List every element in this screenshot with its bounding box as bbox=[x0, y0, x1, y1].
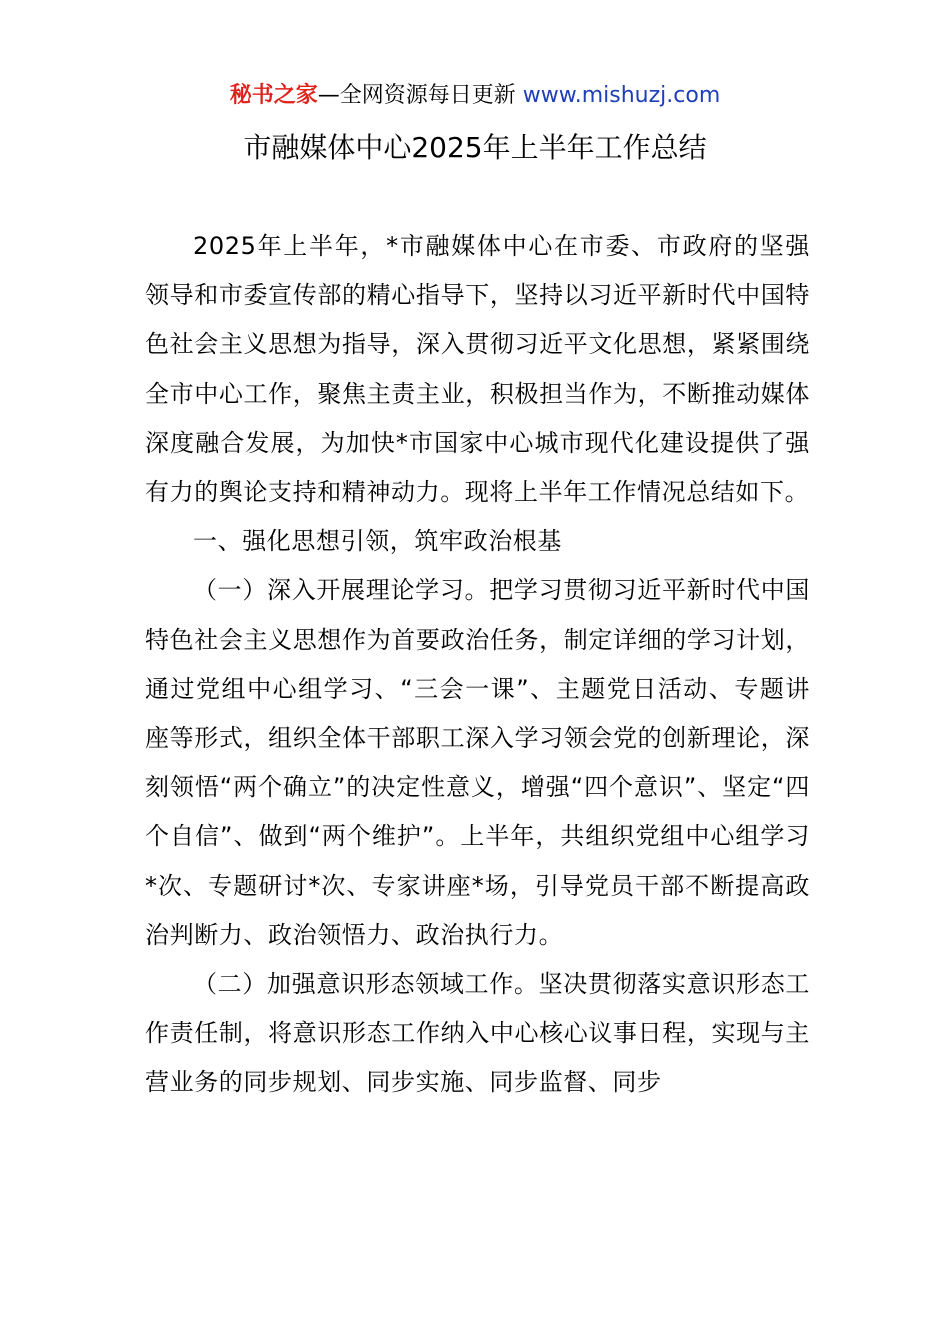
subsection-1-paragraph: （一）深入开展理论学习。把学习贯彻习近平新时代中国特色社会主义思想作为首要政治任务，制定详细的学习计划，通过党组中心组学习、“三会一课”、主题党日活动、专题讲座等形式，组织全体干部职工深入学习领会党的创新理论，深刻领悟“两个确立”的决定性意义，增强“四个意识”、坚定“四个自信”、做到“两个维护”。上半年，共组织党组中心组学习*次、专题研讨*次、专家讲座*场，引导党员干部不断提高政治判断力、政治领悟力、政治执行力。 bbox=[145, 576, 810, 949]
site-header bbox=[0, 80, 950, 112]
intro-paragraph: 2025年上半年，*市融媒体中心在市委、市政府的坚强领导和市委宣传部的精心指导下，坚持以习近平新时代中国特色社会主义思想为指导，深入贯彻习近平文化思想，紧紧围绕全市中心工作，聚焦主责主业，积极担当作为，不断推动媒体深度融合发展，为加快*市国家中心城市现代化建设提供了强有力的舆论支持和精神动力。现将上半年工作情况总结如下。 bbox=[145, 232, 810, 507]
document-body bbox=[145, 222, 810, 1108]
document-title: 市融媒体中心2025年上半年工作总结 bbox=[243, 131, 707, 164]
subsection-2-paragraph: （二）加强意识形态领域工作。坚决贯彻落实意识形态工作责任制，将意识形态工作纳入中心核心议事日程，实现与主营业务的同步规划、同步实施、同步监督、同步 bbox=[145, 970, 810, 1097]
site-url-link[interactable]: www.mishuzj.com bbox=[522, 83, 721, 108]
brand-name: 秘书之家 bbox=[229, 83, 318, 108]
section-heading-1: 一、强化思想引领，筑牢政治根基 bbox=[193, 527, 562, 556]
header-tagline: —全网资源每日更新 bbox=[317, 83, 523, 108]
